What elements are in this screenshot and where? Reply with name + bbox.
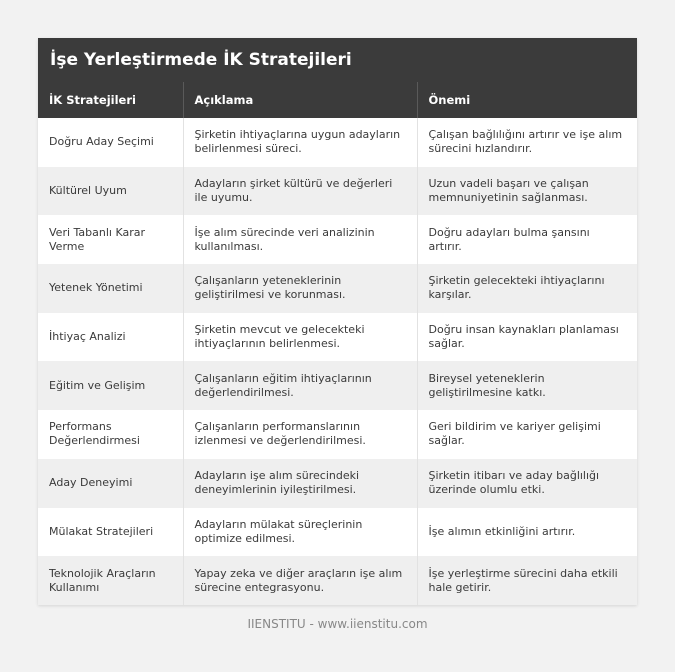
cell-description: Adayların işe alım sürecindeki deneyimlerinin iyileştirilmesi. — [183, 459, 417, 508]
cell-importance: Doğru adayları bulma şansını artırır. — [417, 215, 637, 264]
table-row — [38, 313, 637, 362]
cell-strategy: Eğitim ve Gelişim — [38, 361, 183, 410]
column-header-description: Açıklama — [183, 82, 417, 118]
strategy-table-card — [38, 38, 637, 605]
cell-description: Çalışanların eğitim ihtiyaçlarının değerlendirilmesi. — [183, 361, 417, 410]
table-row — [38, 459, 637, 508]
cell-strategy: Yetenek Yönetimi — [38, 264, 183, 313]
cell-importance: İşe yerleştirme sürecini daha etkili hale getirir. — [417, 556, 637, 605]
table-row — [38, 215, 637, 264]
cell-strategy: Veri Tabanlı Karar Verme — [38, 215, 183, 264]
cell-importance: Şirketin gelecekteki ihtiyaçlarını karşılar. — [417, 264, 637, 313]
footer-credit: IIENSTITU - www.iienstitu.com — [247, 617, 428, 631]
cell-strategy: Performans Değerlendirmesi — [38, 410, 183, 459]
cell-description: İşe alım sürecinde veri analizinin kullanılması. — [183, 215, 417, 264]
table-row — [38, 410, 637, 459]
table-title: İşe Yerleştirmede İK Stratejileri — [38, 38, 637, 82]
cell-strategy: Aday Deneyimi — [38, 459, 183, 508]
table-header-row — [38, 82, 637, 118]
cell-strategy: Teknolojik Araçların Kullanımı — [38, 556, 183, 605]
cell-description: Çalışanların performanslarının izlenmesi ve değerlendirilmesi. — [183, 410, 417, 459]
cell-importance: Doğru insan kaynakları planlaması sağlar. — [417, 313, 637, 362]
column-header-strategy: İK Stratejileri — [38, 82, 183, 118]
cell-importance: İşe alımın etkinliğini artırır. — [417, 508, 637, 557]
table-row — [38, 167, 637, 216]
cell-importance: Bireysel yeteneklerin geliştirilmesine katkı. — [417, 361, 637, 410]
strategy-table — [38, 82, 637, 605]
table-row — [38, 556, 637, 605]
cell-description: Şirketin mevcut ve gelecekteki ihtiyaçlarının belirlenmesi. — [183, 313, 417, 362]
cell-description: Yapay zeka ve diğer araçların işe alım sürecine entegrasyonu. — [183, 556, 417, 605]
cell-importance: Geri bildirim ve kariyer gelişimi sağlar. — [417, 410, 637, 459]
cell-importance: Şirketin itibarı ve aday bağlılığı üzerinde olumlu etki. — [417, 459, 637, 508]
cell-description: Şirketin ihtiyaçlarına uygun adayların belirlenmesi süreci. — [183, 118, 417, 167]
cell-description: Adayların şirket kültürü ve değerleri ile uyumu. — [183, 167, 417, 216]
cell-strategy: Kültürel Uyum — [38, 167, 183, 216]
cell-strategy: İhtiyaç Analizi — [38, 313, 183, 362]
table-row — [38, 118, 637, 167]
table-row — [38, 508, 637, 557]
cell-description: Adayların mülakat süreçlerinin optimize edilmesi. — [183, 508, 417, 557]
column-header-importance: Önemi — [417, 82, 637, 118]
cell-description: Çalışanların yeteneklerinin geliştirilmesi ve korunması. — [183, 264, 417, 313]
cell-strategy: Doğru Aday Seçimi — [38, 118, 183, 167]
cell-importance: Çalışan bağlılığını artırır ve işe alım sürecini hızlandırır. — [417, 118, 637, 167]
cell-importance: Uzun vadeli başarı ve çalışan memnuniyetinin sağlanması. — [417, 167, 637, 216]
table-row — [38, 264, 637, 313]
cell-strategy: Mülakat Stratejileri — [38, 508, 183, 557]
table-row — [38, 361, 637, 410]
